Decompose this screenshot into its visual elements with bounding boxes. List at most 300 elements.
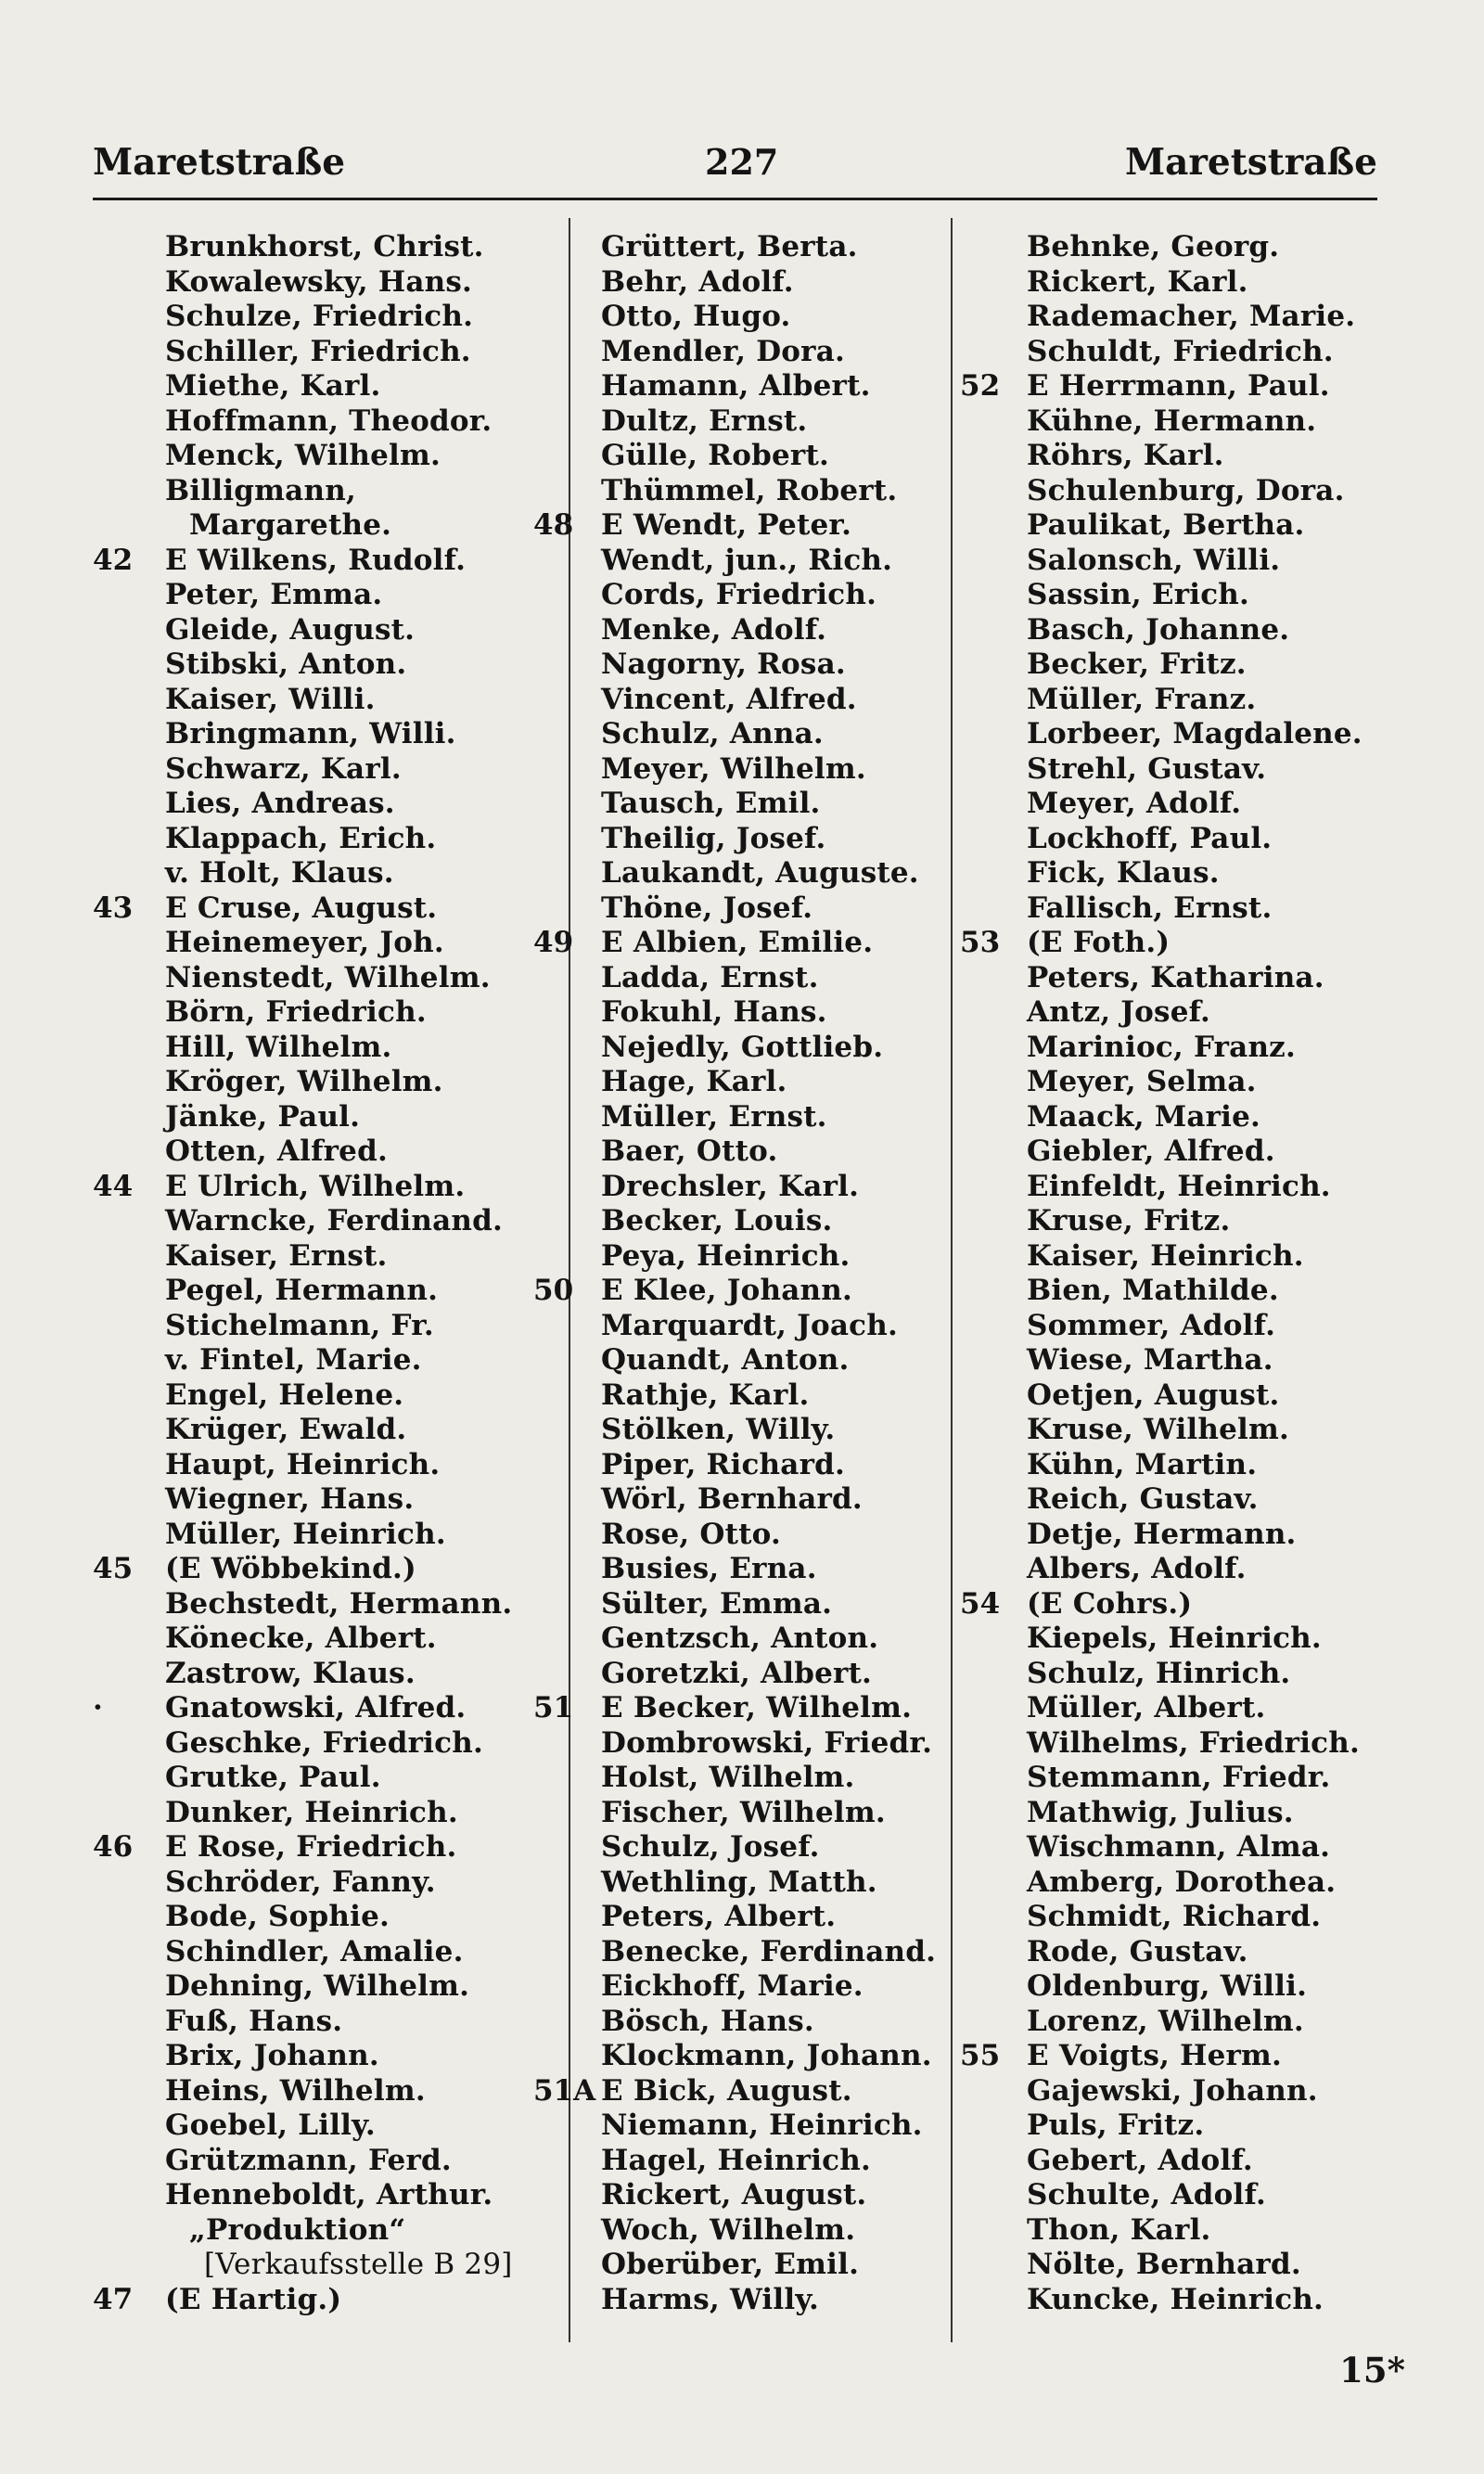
resident-name: Fischer, Wilhelm. (601, 1795, 886, 1829)
directory-entry (533, 439, 946, 474)
directory-entry (960, 2074, 1396, 2109)
resident-name: Dombrowski, Friedr. (601, 1725, 933, 1760)
resident-name: E Herrmann, Paul. (1027, 369, 1330, 403)
resident-name: Stemmann, Friedr. (1027, 1761, 1331, 1794)
resident-name: Gleide, August. (165, 612, 416, 647)
directory-entry (960, 1518, 1396, 1553)
resident-name: Einfeldt, Heinrich. (1027, 1169, 1331, 1203)
directory-entry (960, 2039, 1396, 2074)
resident-name: Laukandt, Auguste. (601, 856, 919, 890)
resident-name: (E Wöbbekind.) (165, 1552, 416, 1585)
resident-name: Wiegner, Hans. (165, 1482, 415, 1516)
directory-entry (93, 2074, 561, 2109)
directory-entry (533, 1274, 946, 1309)
directory-entry (533, 2248, 946, 2283)
directory-entry (960, 439, 1396, 474)
resident-name: Lies, Andreas. (165, 787, 395, 820)
directory-entry (93, 1413, 561, 1448)
resident-name: Nölte, Bernhard. (1027, 2248, 1301, 2281)
resident-name: Oldenburg, Willi. (1027, 1969, 1308, 2003)
house-number: · (93, 1691, 103, 1724)
resident-name: Woch, Wilhelm. (601, 2212, 856, 2247)
resident-name: Jänke, Paul. (165, 1099, 361, 1134)
resident-name: v. Fintel, Marie. (165, 1343, 422, 1377)
resident-name: Becker, Fritz. (1027, 647, 1247, 681)
directory-entry (93, 1865, 561, 1901)
resident-name: E Bick, August. (601, 2073, 852, 2108)
resident-name: Marquardt, Joach. (601, 1308, 898, 1342)
directory-entry (93, 1170, 561, 1205)
directory-entry (93, 1518, 561, 1553)
directory-entry (960, 544, 1396, 579)
page-number: 227 (705, 141, 779, 183)
resident-name: Meyer, Wilhelm. (601, 751, 866, 786)
directory-entry (533, 1134, 946, 1170)
directory-entry (93, 961, 561, 996)
resident-name: Kowalewsky, Hans. (165, 264, 473, 299)
resident-name: Baer, Otto. (601, 1134, 778, 1168)
directory-entry (93, 1552, 561, 1587)
resident-name: Stölken, Willy. (601, 1413, 836, 1446)
resident-name: Lorenz, Wilhelm. (1027, 2004, 1304, 2038)
resident-name: Peters, Albert. (601, 1900, 837, 1933)
resident-name: Fick, Klaus. (1027, 856, 1220, 890)
directory-entry (960, 1761, 1396, 1796)
resident-name: Müller, Ernst. (601, 1099, 827, 1134)
house-number: 49 (533, 926, 574, 959)
resident-name: [Verkaufsstelle B 29] (204, 2248, 513, 2281)
directory-entry (533, 1900, 946, 1935)
resident-name: Klappach, Erich. (165, 821, 437, 855)
directory-entry (533, 2005, 946, 2040)
resident-name: E Becker, Wilhelm. (601, 1691, 913, 1724)
directory-entry (533, 2074, 946, 2109)
resident-name: Schulz, Hinrich. (1027, 1656, 1291, 1690)
resident-name: Dehning, Wilhelm. (165, 1969, 470, 2003)
directory-entry (93, 1657, 561, 1692)
directory-entry (93, 1343, 561, 1378)
directory-entry (960, 2109, 1396, 2144)
directory-entry (93, 1691, 561, 1726)
resident-name: E Klee, Johann. (601, 1274, 853, 1307)
header-rule (93, 198, 1377, 200)
resident-name: Grützmann, Ferd. (165, 2143, 452, 2177)
resident-name: Maack, Marie. (1027, 1099, 1261, 1134)
resident-name: Heinemeyer, Joh. (165, 926, 444, 959)
directory-entry (93, 335, 561, 370)
resident-name: E Rose, Friedrich. (165, 1830, 457, 1864)
directory-entry (960, 1343, 1396, 1378)
directory-entry (93, 508, 561, 544)
resident-name: Oberüber, Emil. (601, 2248, 860, 2281)
directory-entry (960, 717, 1396, 752)
directory-entry (93, 474, 561, 509)
resident-name: Hoffmann, Theodor. (165, 404, 493, 438)
directory-entry (533, 300, 946, 335)
resident-name: Kaiser, Heinrich. (1027, 1238, 1304, 1273)
directory-entry (533, 822, 946, 857)
directory-entry (533, 1622, 946, 1657)
directory-entry (960, 1378, 1396, 1414)
resident-name: E Voigts, Herm. (1027, 2039, 1283, 2072)
resident-name: Reich, Gustav. (1027, 1482, 1259, 1516)
directory-entry (960, 683, 1396, 718)
directory-entry (93, 891, 561, 927)
directory-entry (93, 2248, 561, 2283)
directory-entry (93, 787, 561, 822)
resident-name: Piper, Richard. (601, 1447, 845, 1481)
directory-entry (533, 995, 946, 1031)
directory-entry (93, 265, 561, 301)
directory-entry (960, 1865, 1396, 1901)
resident-name: Müller, Albert. (1027, 1691, 1266, 1724)
directory-entry (533, 2213, 946, 2249)
directory-entry (533, 1170, 946, 1205)
resident-name: Zastrow, Klaus. (165, 1656, 416, 1690)
resident-name: Schulenburg, Dora. (1027, 473, 1345, 507)
resident-name: E Ulrich, Wilhelm. (165, 1169, 466, 1203)
page-header (93, 139, 1377, 197)
directory-column-2 (533, 230, 946, 2317)
resident-name: Kröger, Wilhelm. (165, 1065, 443, 1098)
sheet-signature: 15* (1339, 2350, 1405, 2391)
directory-entry (533, 1518, 946, 1553)
resident-name: Rathje, Karl. (601, 1378, 810, 1412)
resident-name: Wiese, Martha. (1027, 1343, 1273, 1377)
house-number: 50 (533, 1274, 574, 1307)
resident-name: Grüttert, Berta. (601, 230, 858, 263)
directory-entry (533, 1691, 946, 1726)
directory-entry (960, 1796, 1396, 1831)
resident-name: Becker, Louis. (601, 1204, 833, 1237)
directory-entry (960, 1482, 1396, 1518)
house-number: 51 (533, 1691, 574, 1724)
resident-name: Schindler, Amalie. (165, 1934, 464, 1968)
directory-entry (960, 1413, 1396, 1448)
resident-name: Eickhoff, Marie. (601, 1969, 864, 2003)
directory-entry (93, 1204, 561, 1239)
directory-entry (93, 1935, 561, 1970)
directory-entry (533, 787, 946, 822)
directory-entry (960, 961, 1396, 996)
directory-entry (960, 1830, 1396, 1865)
directory-entry (533, 1309, 946, 1344)
directory-entry (93, 1031, 561, 1066)
directory-entry (960, 1134, 1396, 1170)
resident-name: Cords, Friedrich. (601, 578, 877, 611)
directory-entry (533, 683, 946, 718)
resident-name: Detje, Hermann. (1027, 1517, 1297, 1551)
directory-entry (93, 578, 561, 613)
directory-entry (93, 1274, 561, 1309)
directory-entry (960, 1031, 1396, 1066)
resident-name: (E Cohrs.) (1027, 1586, 1193, 1621)
resident-name: Oetjen, August. (1027, 1378, 1280, 1412)
resident-name: Behnke, Georg. (1027, 230, 1280, 263)
directory-entry (960, 647, 1396, 683)
directory-entry (533, 1065, 946, 1100)
resident-name: Haupt, Heinrich. (165, 1447, 441, 1481)
house-number: 44 (93, 1169, 134, 1203)
resident-name: Meyer, Selma. (1027, 1065, 1257, 1098)
resident-name: Warncke, Ferdinand. (165, 1204, 503, 1237)
resident-name: Antz, Josef. (1027, 995, 1211, 1029)
directory-entry (533, 230, 946, 265)
directory-entry (960, 404, 1396, 440)
resident-name: Meyer, Adolf. (1027, 787, 1242, 820)
directory-entry (960, 1900, 1396, 1935)
directory-entry (960, 822, 1396, 857)
resident-name: Henneboldt, Arthur. (165, 2178, 493, 2211)
resident-name: Schmidt, Richard. (1027, 1900, 1322, 1933)
directory-entry (960, 578, 1396, 613)
resident-name: Strehl, Gustav. (1027, 751, 1267, 786)
resident-name: Fokuhl, Hans. (601, 995, 827, 1029)
directory-entry (960, 2005, 1396, 2040)
resident-name: Wörl, Bernhard. (601, 1482, 863, 1516)
directory-entry (960, 508, 1396, 544)
resident-name: Goretzki, Albert. (601, 1656, 873, 1690)
directory-entry (960, 1170, 1396, 1205)
resident-name: Vincent, Alfred. (601, 682, 857, 716)
resident-name: Behr, Adolf. (601, 264, 794, 299)
directory-entry (533, 752, 946, 788)
house-number: 52 (960, 369, 1001, 403)
resident-name: Gülle, Robert. (601, 439, 829, 472)
directory-entry (93, 1796, 561, 1831)
directory-entry (960, 1448, 1396, 1483)
directory-entry (960, 474, 1396, 509)
resident-name: Peter, Emma. (165, 578, 383, 611)
resident-name: Drechsler, Karl. (601, 1169, 860, 1203)
resident-name: Engel, Helene. (165, 1378, 404, 1412)
directory-entry (960, 1622, 1396, 1657)
resident-name: Schröder, Fanny. (165, 1865, 436, 1899)
resident-name: Wendt, jun., Rich. (601, 543, 893, 577)
directory-entry (93, 1065, 561, 1100)
directory-entry (960, 2248, 1396, 2283)
directory-entry (533, 1865, 946, 1901)
directory-entry (960, 230, 1396, 265)
directory-entry (960, 1552, 1396, 1587)
resident-name: Wilhelms, Friedrich. (1027, 1725, 1360, 1760)
resident-name: Quandt, Anton. (601, 1343, 850, 1377)
resident-name: Röhrs, Karl. (1027, 439, 1224, 472)
resident-name: Börn, Friedrich. (165, 995, 427, 1029)
resident-name: Nejedly, Gottlieb. (601, 1030, 884, 1064)
directory-entry (93, 2178, 561, 2213)
resident-name: Müller, Heinrich. (165, 1517, 446, 1551)
resident-name: Ladda, Ernst. (601, 960, 819, 994)
resident-name: Brix, Johann. (165, 2039, 379, 2072)
directory-entry (960, 1691, 1396, 1726)
directory-entry (93, 1239, 561, 1275)
directory-entry (533, 1552, 946, 1587)
resident-name: Schulte, Adolf. (1027, 2178, 1266, 2211)
resident-name: Könecke, Albert. (165, 1622, 437, 1655)
directory-entry (960, 265, 1396, 301)
directory-entry (93, 1309, 561, 1344)
resident-name: Menke, Adolf. (601, 612, 827, 647)
directory-entry (533, 647, 946, 683)
resident-name: Benecke, Ferdinand. (601, 1934, 937, 1968)
house-number: 46 (93, 1830, 134, 1864)
directory-entry (960, 1065, 1396, 1100)
resident-name: Paulikat, Bertha. (1027, 508, 1305, 542)
resident-name: Schwarz, Karl. (165, 751, 402, 786)
resident-name: Geschke, Friedrich. (165, 1725, 483, 1760)
resident-name: Billigmann, (165, 473, 356, 507)
resident-name: Mathwig, Julius. (1027, 1795, 1294, 1829)
directory-entry (533, 1204, 946, 1239)
directory-entry (93, 752, 561, 788)
resident-name: Schuldt, Friedrich. (1027, 334, 1334, 368)
resident-name: Hagel, Heinrich. (601, 2143, 871, 2177)
resident-name: Gentzsch, Anton. (601, 1622, 879, 1655)
house-number: 43 (93, 891, 134, 925)
resident-name: Schulz, Anna. (601, 717, 824, 750)
resident-name: Otten, Alfred. (165, 1134, 388, 1168)
directory-entry (533, 1031, 946, 1066)
directory-entry (533, 2109, 946, 2144)
directory-entry (960, 1274, 1396, 1309)
directory-entry (93, 1134, 561, 1170)
directory-entry (93, 926, 561, 961)
directory-entry (960, 613, 1396, 648)
directory-entry (960, 891, 1396, 927)
directory-entry (533, 926, 946, 961)
directory-entry (533, 2283, 946, 2318)
resident-name: Sassin, Erich. (1027, 578, 1250, 611)
directory-entry (533, 544, 946, 579)
directory-entry (960, 1726, 1396, 1762)
resident-name: Schulz, Josef. (601, 1830, 820, 1864)
resident-name: Bode, Sophie. (165, 1900, 390, 1933)
resident-name: Nagorny, Rosa. (601, 647, 846, 681)
directory-entry (93, 2039, 561, 2074)
directory-entry (533, 578, 946, 613)
directory-entry (93, 856, 561, 891)
directory-entry (533, 1482, 946, 1518)
resident-name: Lockhoff, Paul. (1027, 821, 1273, 855)
directory-entry (93, 683, 561, 718)
resident-name: Kaiser, Ernst. (165, 1238, 388, 1273)
resident-name: Menck, Wilhelm. (165, 439, 441, 472)
resident-name: Stibski, Anton. (165, 647, 407, 681)
resident-name: Hamann, Albert. (601, 369, 871, 403)
directory-entry (960, 1204, 1396, 1239)
directory-entry (960, 2213, 1396, 2249)
directory-entry (533, 265, 946, 301)
resident-name: E Albien, Emilie. (601, 926, 874, 959)
resident-name: Tausch, Emil. (601, 787, 821, 820)
resident-name: Miethe, Karl. (165, 369, 381, 403)
directory-entry (960, 1969, 1396, 2005)
house-number: 53 (960, 926, 1001, 959)
resident-name: Pegel, Hermann. (165, 1274, 439, 1307)
directory-entry (960, 1657, 1396, 1692)
resident-name: Theilig, Josef. (601, 821, 826, 855)
resident-name: Grutke, Paul. (165, 1761, 381, 1794)
directory-entry (93, 2144, 561, 2179)
directory-entry (533, 369, 946, 404)
resident-name: Peya, Heinrich. (601, 1238, 851, 1273)
directory-entry (960, 369, 1396, 404)
directory-entry (93, 613, 561, 648)
directory-entry (960, 1309, 1396, 1344)
resident-name: Harms, Willy. (601, 2282, 819, 2316)
directory-entry (533, 2178, 946, 2213)
resident-name: Krüger, Ewald. (165, 1413, 407, 1446)
resident-name: Peters, Katharina. (1027, 960, 1324, 994)
directory-entry (960, 2283, 1396, 2318)
directory-entry (533, 1969, 946, 2005)
directory-entry (93, 1587, 561, 1622)
directory-entry (93, 1622, 561, 1657)
directory-entry (533, 1343, 946, 1378)
resident-name: Fuß, Hans. (165, 2004, 343, 2038)
resident-name: Sülter, Emma. (601, 1586, 833, 1621)
directory-entry (93, 2005, 561, 2040)
resident-name: Mendler, Dora. (601, 334, 845, 368)
directory-entry (93, 1900, 561, 1935)
directory-entry (93, 300, 561, 335)
directory-entry (960, 1239, 1396, 1275)
running-head-left: Maretstraße (93, 141, 346, 184)
resident-name: Dunker, Heinrich. (165, 1795, 458, 1829)
directory-entry (93, 1969, 561, 2005)
directory-entry (93, 1448, 561, 1483)
directory-entry (93, 2213, 561, 2249)
resident-name: Rickert, August. (601, 2178, 867, 2211)
directory-entry (533, 613, 946, 648)
resident-name: Hage, Karl. (601, 1065, 787, 1098)
directory-entry (533, 1657, 946, 1692)
resident-name: Giebler, Alfred. (1027, 1134, 1275, 1168)
resident-name: Kühne, Hermann. (1027, 404, 1317, 438)
house-number: 45 (93, 1552, 134, 1585)
resident-name: Müller, Franz. (1027, 682, 1257, 716)
directory-entry (93, 404, 561, 440)
house-number: 47 (93, 2282, 134, 2316)
resident-name: „Produktion“ (189, 2212, 406, 2247)
directory-column-1 (93, 230, 561, 2317)
directory-entry (533, 1761, 946, 1796)
resident-name: Holst, Wilhelm. (601, 1761, 855, 1794)
directory-entry (93, 822, 561, 857)
resident-name: Hill, Wilhelm. (165, 1030, 392, 1064)
resident-name: Amberg, Dorothea. (1027, 1865, 1337, 1899)
directory-entry (533, 2144, 946, 2179)
directory-entry (93, 2283, 561, 2318)
resident-name: Bringmann, Willi. (165, 717, 456, 750)
house-number: 55 (960, 2039, 1001, 2072)
directory-entry (960, 2144, 1396, 2179)
resident-name: Fallisch, Ernst. (1027, 891, 1273, 925)
directory-column-3 (960, 230, 1396, 2317)
resident-name: Lorbeer, Magdalene. (1027, 717, 1362, 750)
directory-entry (93, 2109, 561, 2144)
directory-entry (960, 335, 1396, 370)
directory-entry (533, 1830, 946, 1865)
resident-name: Schiller, Friedrich. (165, 334, 471, 368)
directory-entry (533, 1100, 946, 1135)
directory-entry (533, 1796, 946, 1831)
resident-name: Bien, Mathilde. (1027, 1274, 1279, 1307)
directory-entry (93, 439, 561, 474)
resident-name: Rickert, Karl. (1027, 264, 1248, 299)
resident-name: Heins, Wilhelm. (165, 2073, 426, 2108)
